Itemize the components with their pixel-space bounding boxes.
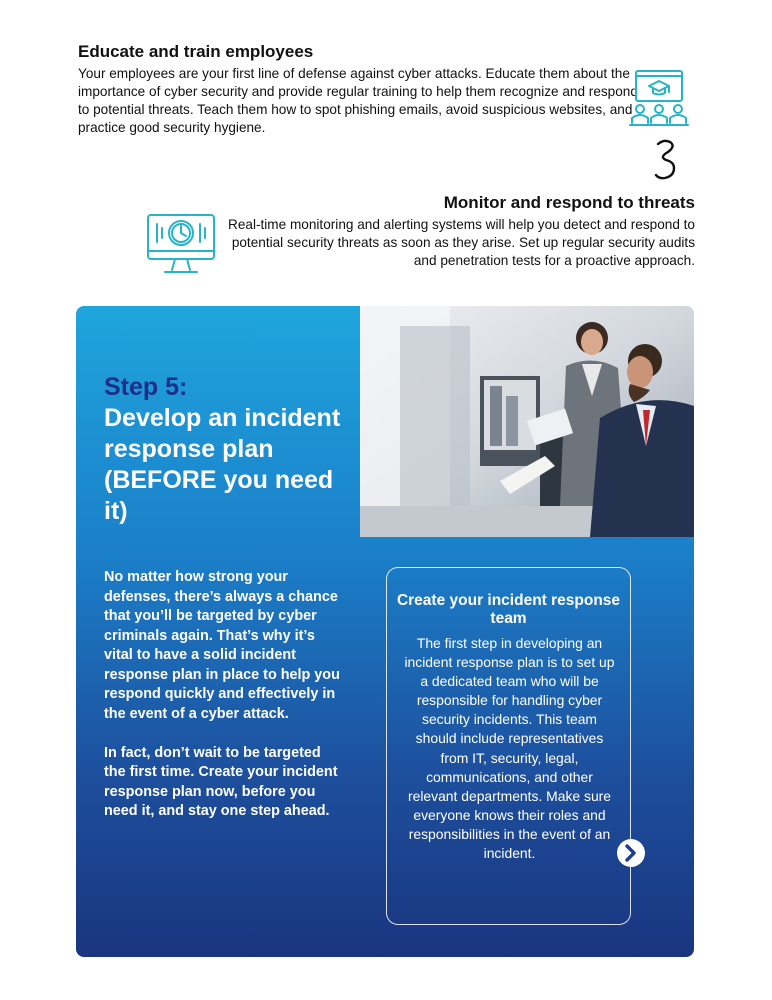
monitor-body: Real-time monitoring and alerting systems will help you detect and respond to potential security threats as soon as they arise. Set up regular security audits and penetration tests for a proactive approach. bbox=[228, 217, 695, 268]
educate-heading: Educate and train employees bbox=[78, 42, 314, 61]
monitor-clock-icon bbox=[145, 212, 217, 280]
step-paragraph: In fact, don’t wait to be targeted the first time. Create your incident response plan now, before you need it, and stay one step ahead. bbox=[104, 744, 338, 819]
step-paragraph: No matter how strong your defenses, there’s always a chance that you’ll be targeted by cyber criminals again. That’s why it’s vital to have a solid incident response plan in place to help you respond quickly and effectively in the event of a cyber attack. bbox=[104, 569, 340, 722]
chevron-right-icon bbox=[617, 839, 645, 867]
card-body: The first step in developing an incident response plan is to set up a dedicated team who will be responsible for handling cyber security incidents. This team should include representatives from IT, security, legal, communications, and other relevant departments. Make sure everyone knows their roles and responsibilities in the event of an incident. bbox=[404, 635, 615, 862]
office-photo bbox=[360, 306, 694, 537]
monitor-section bbox=[225, 193, 695, 270]
response-team-card bbox=[386, 567, 631, 925]
step-panel bbox=[76, 306, 694, 957]
step-body bbox=[104, 568, 344, 822]
next-button[interactable] bbox=[617, 839, 645, 867]
classroom-icon bbox=[628, 68, 690, 130]
monitor-heading: Monitor and respond to threats bbox=[443, 193, 695, 212]
card-title: Create your incident response team bbox=[396, 592, 621, 627]
educate-section bbox=[78, 42, 638, 137]
squiggle-decoration bbox=[650, 138, 684, 182]
step-number: Step 5: bbox=[104, 373, 188, 401]
educate-body: Your employees are your first line of defense against cyber attacks. Educate them about the importance of cyber security and provide regular training to help them recognize and respond to potential threats. Teach them how to spot phishing emails, avoid suspicious websites, and practice good security hygiene. bbox=[78, 66, 638, 135]
step-title: Develop an incident response plan (BEFORE you need it) bbox=[104, 404, 341, 525]
